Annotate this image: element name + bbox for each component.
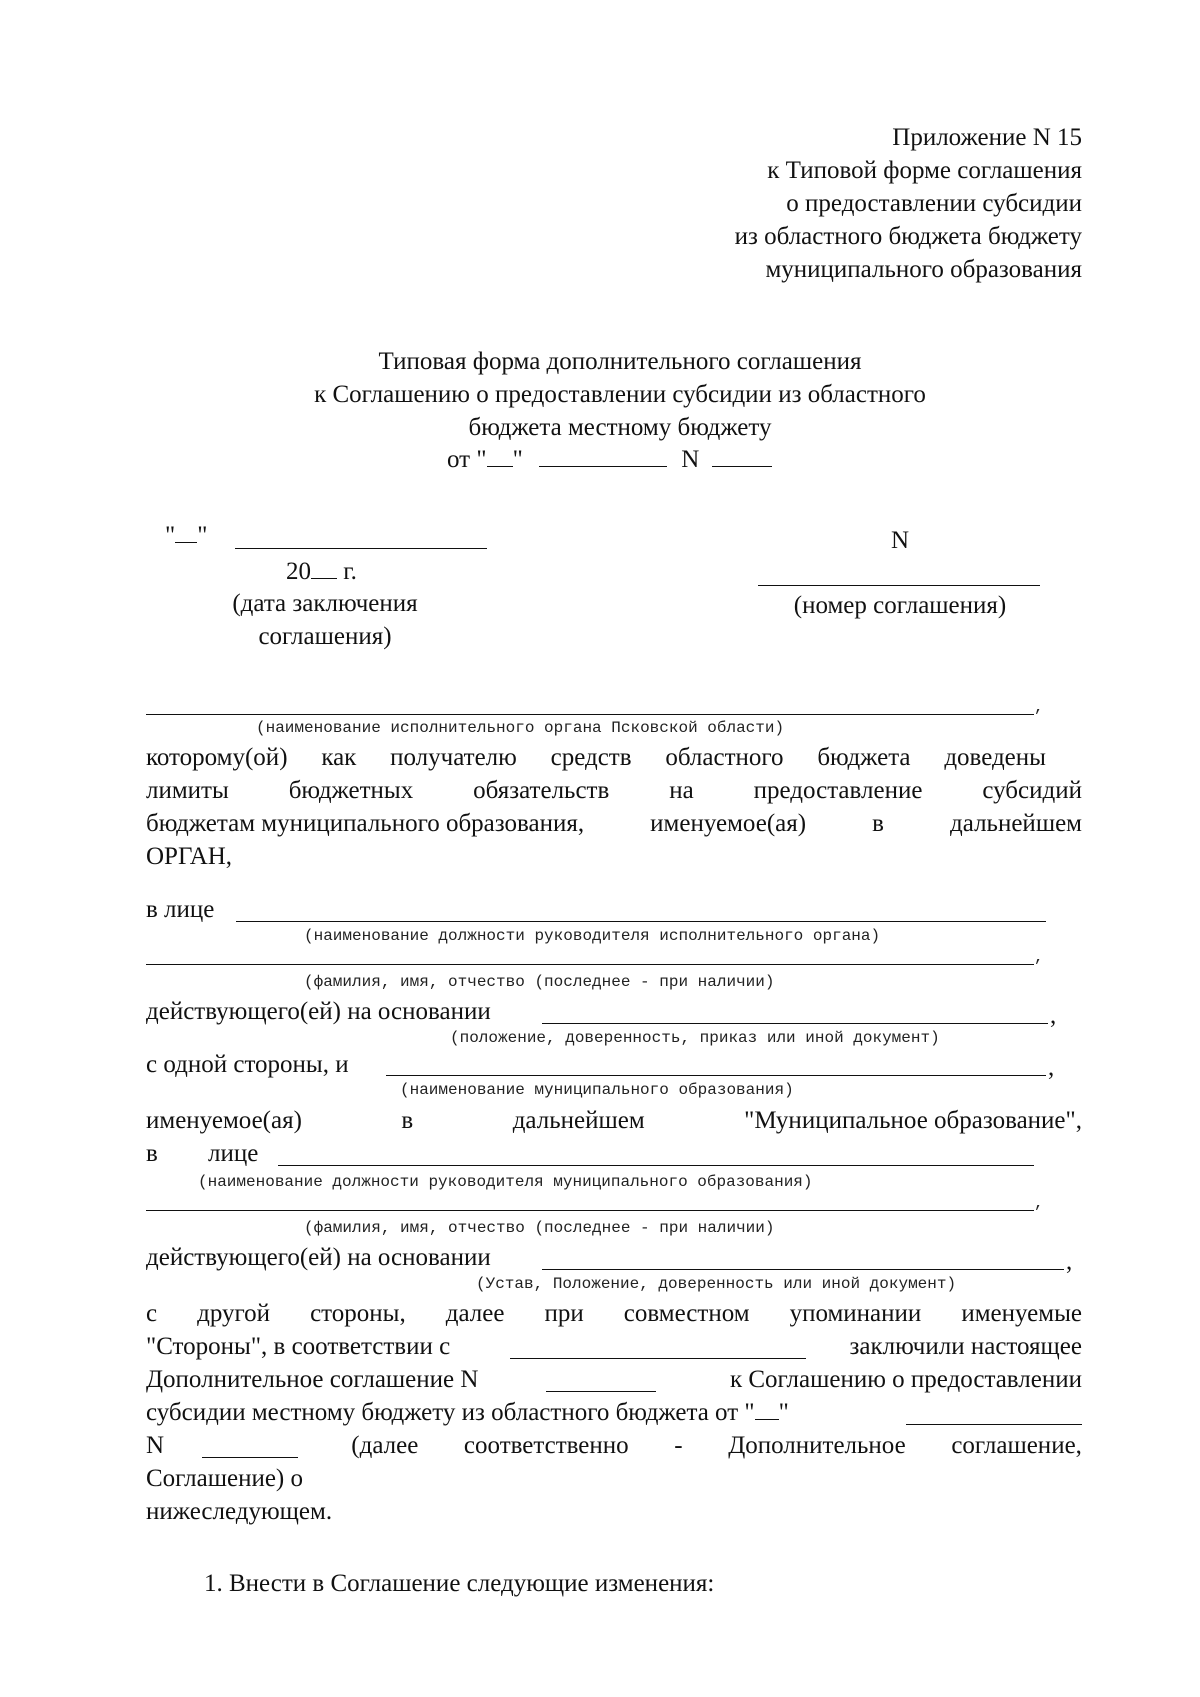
date-caption-1: (дата заключения xyxy=(232,590,418,617)
agreement-number-caption: (номер соглашения) xyxy=(793,592,1007,619)
acting-basis-2-caption: (Устав, Положение, доверенность или иной документ) xyxy=(476,1275,957,1293)
in-letter: в xyxy=(146,1140,158,1167)
paragraph-3-line-2-b: заключили настоящее xyxy=(849,1333,1082,1360)
in-person-label: в лице xyxy=(146,896,215,923)
fio-2-line xyxy=(146,1210,1034,1211)
paragraph-1-line-2: лимиты бюджетных обязательств на предоставление субсидий xyxy=(146,777,1082,804)
acting-basis-line xyxy=(542,1023,1048,1024)
paragraph-1-line-1: которому(ой) как получателю средств областного бюджета доведены xyxy=(146,744,1046,771)
date-caption-2: соглашения) xyxy=(258,623,392,650)
acting-basis-2-label: действующего(ей) на основании xyxy=(146,1244,491,1271)
date-quotes: " " xyxy=(165,522,208,549)
fio-2-comma: , xyxy=(1034,1194,1044,1212)
supplement-number-line xyxy=(546,1391,656,1392)
paragraph-1-line-4: ОРГАН, xyxy=(146,843,233,870)
header-line-4: из областного бюджета бюджету xyxy=(734,223,1082,250)
acting-basis-comma: , xyxy=(1050,1002,1057,1029)
in-person-caption: (наименование должности руководителя исполнительного органа) xyxy=(304,927,881,945)
paragraph-3-line-2-a: "Стороны", в соответствии с xyxy=(146,1333,451,1360)
title-number-sign: N xyxy=(681,446,700,473)
paragraph-2-line-1: именуемое(ая) в дальнейшем "Муниципальное образование", xyxy=(146,1107,1082,1134)
one-side-label: с одной стороны, и xyxy=(146,1051,349,1078)
paragraph-3-line-3-b: к Соглашению о предоставлении xyxy=(729,1366,1082,1393)
paragraph-3-line-7: нижеследующем. xyxy=(146,1498,333,1525)
in-person-line xyxy=(236,921,1046,922)
municipality-head-caption: (наименование должности руководителя муниципального образования) xyxy=(198,1173,813,1191)
organ-name-line xyxy=(146,714,1034,715)
agreement-number-sign: N xyxy=(890,527,910,554)
title-line-3: бюджета местному бюджету xyxy=(468,414,772,441)
agreement-number-line xyxy=(758,585,1040,586)
title-line-1: Типовая форма дополнительного соглашения xyxy=(378,348,862,375)
organ-comma: , xyxy=(1034,698,1044,716)
municipality-name-caption: (наименование муниципального образования) xyxy=(400,1081,794,1099)
acting-basis-2-line xyxy=(542,1269,1064,1270)
fio-2-caption: (фамилия, имя, отчество (последнее - при наличии) xyxy=(304,1219,775,1237)
title-line-4 xyxy=(447,444,772,476)
header-line-1: Приложение N 15 xyxy=(892,124,1082,151)
title-from-quote: " xyxy=(512,446,523,473)
header-line-5: муниципального образования xyxy=(765,256,1082,283)
paragraph-3-line-1: с другой стороны, далее при совместном упоминании именуемые xyxy=(146,1300,1082,1327)
paragraph-3-line-5: N (далее соответственно - Дополнительное соглашение, xyxy=(146,1432,1082,1459)
date-line xyxy=(235,548,487,549)
municipality-head-line xyxy=(278,1165,1034,1166)
acting-basis-caption: (положение, доверенность, приказ или иной документ) xyxy=(450,1029,940,1047)
paragraph-3-line-4: субсидии местному бюджету из областного бюджета от " " xyxy=(146,1399,789,1426)
agreement-number-line-2 xyxy=(202,1457,298,1458)
fio-comma: , xyxy=(1034,948,1044,966)
paragraph-3-line-3-a: Дополнительное соглашение N xyxy=(146,1366,479,1393)
title-line-2: к Соглашению о предоставлении субсидии из областного xyxy=(314,381,926,408)
fio-line xyxy=(146,964,1034,965)
date-year: 20 г. xyxy=(286,558,357,585)
one-side-comma: , xyxy=(1048,1054,1055,1081)
agreement-date-line xyxy=(906,1424,1082,1425)
municipality-name-line xyxy=(386,1075,1046,1076)
fio-caption: (фамилия, имя, отчество (последнее - при наличии) xyxy=(304,973,775,991)
title-from-prefix: от " xyxy=(447,446,487,473)
item-1: 1. Внести в Соглашение следующие изменения: xyxy=(204,1570,715,1597)
acting-basis-label: действующего(ей) на основании xyxy=(146,998,491,1025)
acting-basis-2-comma: , xyxy=(1066,1248,1073,1275)
paragraph-3-line-6: Соглашение) о xyxy=(146,1465,304,1492)
person-word: лице xyxy=(208,1140,259,1167)
paragraph-1-line-3: бюджетам муниципального образования, именуемое(ая) в дальнейшем xyxy=(146,810,1082,837)
header-line-3: о предоставлении субсидии xyxy=(786,190,1082,217)
header-line-2: к Типовой форме соглашения xyxy=(767,157,1082,184)
organ-name-caption: (наименование исполнительного органа Псковской области) xyxy=(256,719,785,737)
basis-document-line xyxy=(510,1358,806,1359)
